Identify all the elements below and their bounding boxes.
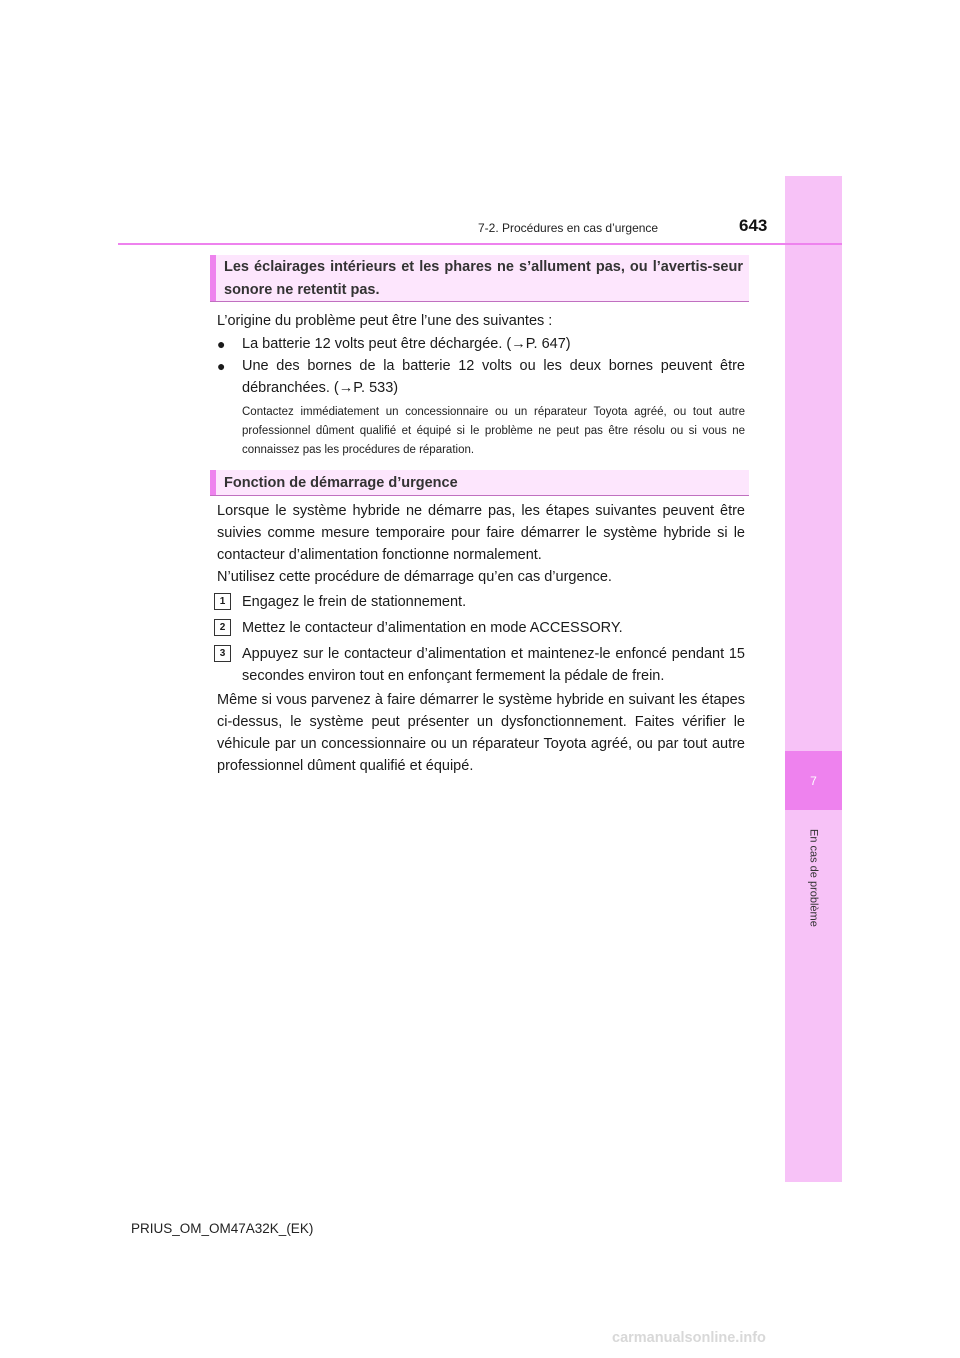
step-item — [214, 617, 745, 639]
section-heading-text: Les éclairages intérieurs et les phares ne s’allument pas, ou l’avertis-seur sonore ne retentit pas. — [224, 259, 743, 298]
intro-paragraph: L’origine du problème peut être l’une des suivantes : — [217, 313, 553, 329]
warning-paragraph: N’utilisez cette procédure de démarrage qu’en cas d’urgence. — [217, 569, 612, 585]
step-number: 3 — [214, 645, 231, 662]
bullet-icon: ● — [217, 336, 226, 352]
section-heading-emergency-start — [210, 470, 749, 496]
list-item-text: La batterie 12 volts peut être déchargée. (→P. 647) — [242, 336, 571, 352]
side-tab — [785, 176, 842, 1182]
chapter-number-tab: 7 — [785, 751, 842, 810]
step-item — [214, 643, 745, 687]
header-divider — [118, 243, 842, 245]
chapter-label-tab — [785, 818, 842, 938]
intro-paragraph: Lorsque le système hybride ne démarre pas, les étapes suivantes peuvent être suivies comme mesure temporaire pour faire démarrer le système hybride si le contacteur d’alimentation fonctionne normalement. — [217, 503, 745, 563]
document-code: PRIUS_OM_OM47A32K_(EK) — [131, 1221, 314, 1236]
section-title: 7-2. Procédures en cas d’urgence — [478, 221, 659, 235]
bullet-icon: ● — [217, 358, 226, 374]
step-number: 2 — [214, 619, 231, 636]
step-item — [214, 591, 745, 613]
closing-paragraph: Même si vous parvenez à faire démarrer le système hybride en suivant les étapes ci-dessus, le système peut présenter un dysfonctionnement. Faites vérifier le véhicule par un concessionnaire ou un réparateur Toyota agréé, ou par tout autre professionnel dûment qualifié et équipé. — [217, 692, 745, 774]
step-number: 1 — [214, 593, 231, 610]
list-item-text: Une des bornes de la batterie 12 volts ou les deux bornes peuvent être débranchées. (→P. 533) — [242, 358, 745, 396]
step-text: Appuyez sur le contacteur d’alimentation et maintenez-le enfoncé pendant 15 secondes environ tout en enfonçant fermement la pédale de frein. — [242, 646, 745, 684]
step-text: Mettez le contacteur d’alimentation en mode ACCESSORY. — [242, 620, 623, 636]
section-heading-lights — [210, 255, 749, 302]
chapter-label: En cas de problème — [807, 829, 820, 927]
list-item — [217, 355, 745, 399]
section-heading-text: Fonction de démarrage d’urgence — [224, 475, 458, 491]
page-number: 643 — [739, 216, 768, 235]
step-text: Engagez le frein de stationnement. — [242, 594, 467, 610]
list-item — [217, 333, 745, 355]
note-paragraph: Contactez immédiatement un concessionnaire ou un réparateur Toyota agréé, ou tout autre professionnel dûment qualifié et équipé si le problème ne peut pas être résolu ou si vous ne connaissez pas les procédures de réparation. — [242, 406, 745, 456]
watermark: carmanualsonline.info — [612, 1330, 766, 1346]
